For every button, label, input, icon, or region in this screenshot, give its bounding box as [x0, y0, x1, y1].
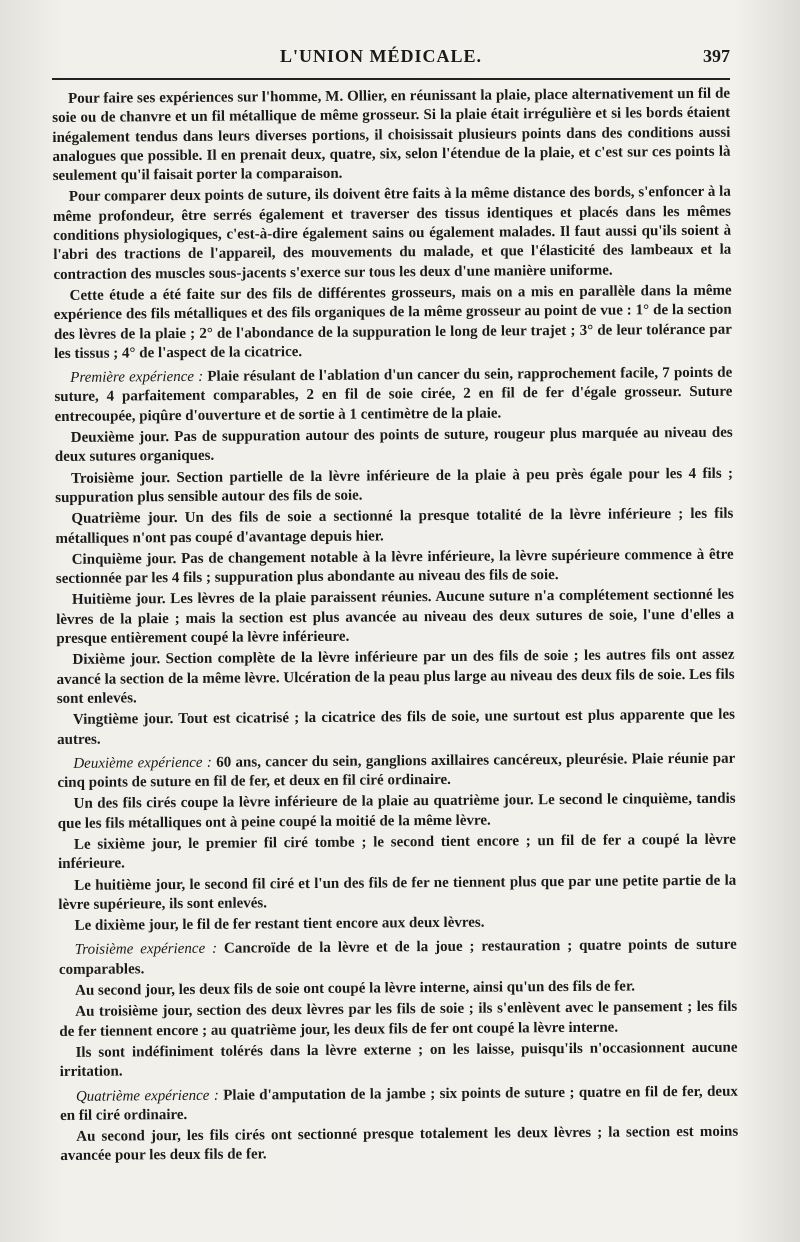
- paragraph: Première expérience : Plaie résulant de l'ablation d'un cancer du sein, rapprochement facile, 7 points de suture, 4 parfaitement comparables, 2 en fil de soie cirée, 2 en fil de fer d'égale grosseur. Suture entrecoupée, piqûre d'ouverture et de sortie à 1 centimètre de la plaie.: [54, 364, 733, 425]
- running-header: [52, 46, 730, 72]
- paragraph: Cette étude a été faite sur des fils de différentes grosseurs, mais on a mis en parallèle dans la même expérience des fils métalliques et des fils organiques de la même grosseur au point de vue : 1° de la section des lèvres de la plaie ; 2° de l'abondance de la suppuration le long de leur trajet ; 3° de leur tolérance par les tissus ; 4° de l'aspect de la cicatrice.: [53, 282, 732, 362]
- paragraph: Deuxième jour. Pas de suppuration autour des points de suture, rougeur plus marquée au niveau des deux sutures organiques.: [54, 424, 733, 466]
- paragraph: Pour faire ses expériences sur l'homme, M. Ollier, en réunissant la plaie, place alternativement un fil de soie ou de chanvre et un fil métallique de même grosseur. Si la plaie était irrégulière et si les bords étaient inégalement tendus dans leurs diverses portions, il choisissait plusieurs points dans des conditions aussi analogues que possible. Il en prenait deux, quatre, six, selon l'étendue de la plaie, et c'est sur ces points là seulement qu'il faisait porter la comparaison.: [52, 85, 731, 185]
- paragraph: Quatrième expérience : Plaie d'amputation de la jambe ; six points de suture ; quatre en fil de fer, deux en fil ciré ordinaire.: [59, 1083, 738, 1124]
- paragraph: Au second jour, les deux fils de soie ont coupé la lèvre interne, ainsi qu'un des fils de fer.: [75, 978, 636, 999]
- paragraph: Cinquième jour. Pas de changement notable à la lèvre inférieure, la lèvre supérieure commence à être sectionnée par les 4 fils ; suppuration plus abondante au niveau des fils de soie.: [55, 546, 734, 588]
- experiment-heading: Troisième expérience :: [74, 941, 218, 959]
- paragraph: Dixième jour. Section complète de la lèvre inférieure par un des fils de soie ; les autres fils ont assez avancé la section de la même lèvre. Ulcération de la peau plus large au niveau des deux fils de soie. Les fils sont enlevés.: [56, 646, 735, 707]
- paragraph: Le huitième jour, le second fil ciré et l'un des fils de fer ne tiennent plus que par une petite partie de la lèvre supérieure, ils sont enlevés.: [58, 872, 737, 913]
- paragraph: Ils sont indéfiniment tolérés dans la lèvre externe ; on les laisse, puisqu'ils n'occasionnent aucune irritation.: [59, 1039, 738, 1081]
- paragraph: Le dixième jour, le fil de fer restant tient encore aux deux lèvres.: [74, 914, 485, 935]
- paragraph: Vingtième jour. Tout est cicatrisé ; la cicatrice des fils de soie, une surtout est plus apparente que les autres.: [57, 706, 735, 748]
- experiment-heading: Première expérience :: [70, 368, 204, 387]
- article-body: [52, 85, 738, 1169]
- paragraph: Au troisième jour, section des deux lèvres par les fils de soie ; ils s'enlèvent avec le pansement ; les fils de fer tiennent encore ; au quatrième jour, les deux fils de fer ont coupé la lèvre interne.: [59, 999, 738, 1040]
- paragraph: Quatrième jour. Un des fils de soie a sectionné la presque totalité de la lèvre inférieure ; les fils métalliques n'ont pas coupé d'avantage depuis hier.: [55, 505, 734, 547]
- page-number: 397: [703, 46, 730, 66]
- paragraph: Le sixième jour, le premier fil ciré tombe ; le second tient encore ; un fil de fer a coupé la lèvre inférieure.: [58, 831, 736, 873]
- paragraph: Deuxième expérience : 60 ans, cancer du sein, ganglions axillaires cancéreux, pleurésie. Plaie réunie par cinq points de suture en fil de fer, et deux en fil ciré ordinaire.: [57, 750, 736, 792]
- paragraph: Huitième jour. Les lèvres de la plaie paraissent réunies. Aucune suture n'a complétement sectionné les lèvres de la plaie ; mais la section est plus avancée au niveau des deux sutures de soie, l'une d'elles a presque entièrement coupé la lèvre inférieure.: [56, 587, 735, 647]
- running-title: L'UNION MÉDICALE.: [279, 46, 483, 66]
- paragraph: Un des fils cirés coupe la lèvre inférieure de la plaie au quatrième jour. Le second le cinquième, tandis que les fils métalliques ont à peine coupé la moitié de la même lèvre.: [57, 791, 736, 832]
- experiment-heading: Quatrième expérience :: [75, 1087, 219, 1105]
- paragraph: Troisième jour. Section partielle de la lèvre inférieure de la plaie à peu près égale pour les 4 fils ; suppuration plus sensible autour des fils de soie.: [55, 465, 734, 506]
- header-rule: [52, 78, 730, 80]
- paragraph: Troisième expérience : Cancroïde de la lèvre et de la joue ; restauration ; quatre points de suture comparables.: [58, 937, 737, 978]
- paragraph: Au second jour, les fils cirés ont sectionné presque totalement les deux lèvres ; la section est moins avancée pour les deux fils de fer.: [60, 1123, 739, 1165]
- experiment-heading: Deuxième expérience :: [73, 754, 212, 772]
- paragraph: Pour comparer deux points de suture, ils doivent être faits à la même distance des bords, s'enfoncer à la même profondeur, être serrés également et traverser des tissus identiques et placés dans les mêmes conditions physiologiques, c'est-à-dire également sains ou également malades. Il faut aussi qu'ils soient à l'abri des tractions de l'appareil, des mouvements du malade, et que l'élasticité des lambeaux et la contraction des muscles sous-jacents s'exerce sur tous les deux d'une manière uniforme.: [52, 184, 732, 283]
